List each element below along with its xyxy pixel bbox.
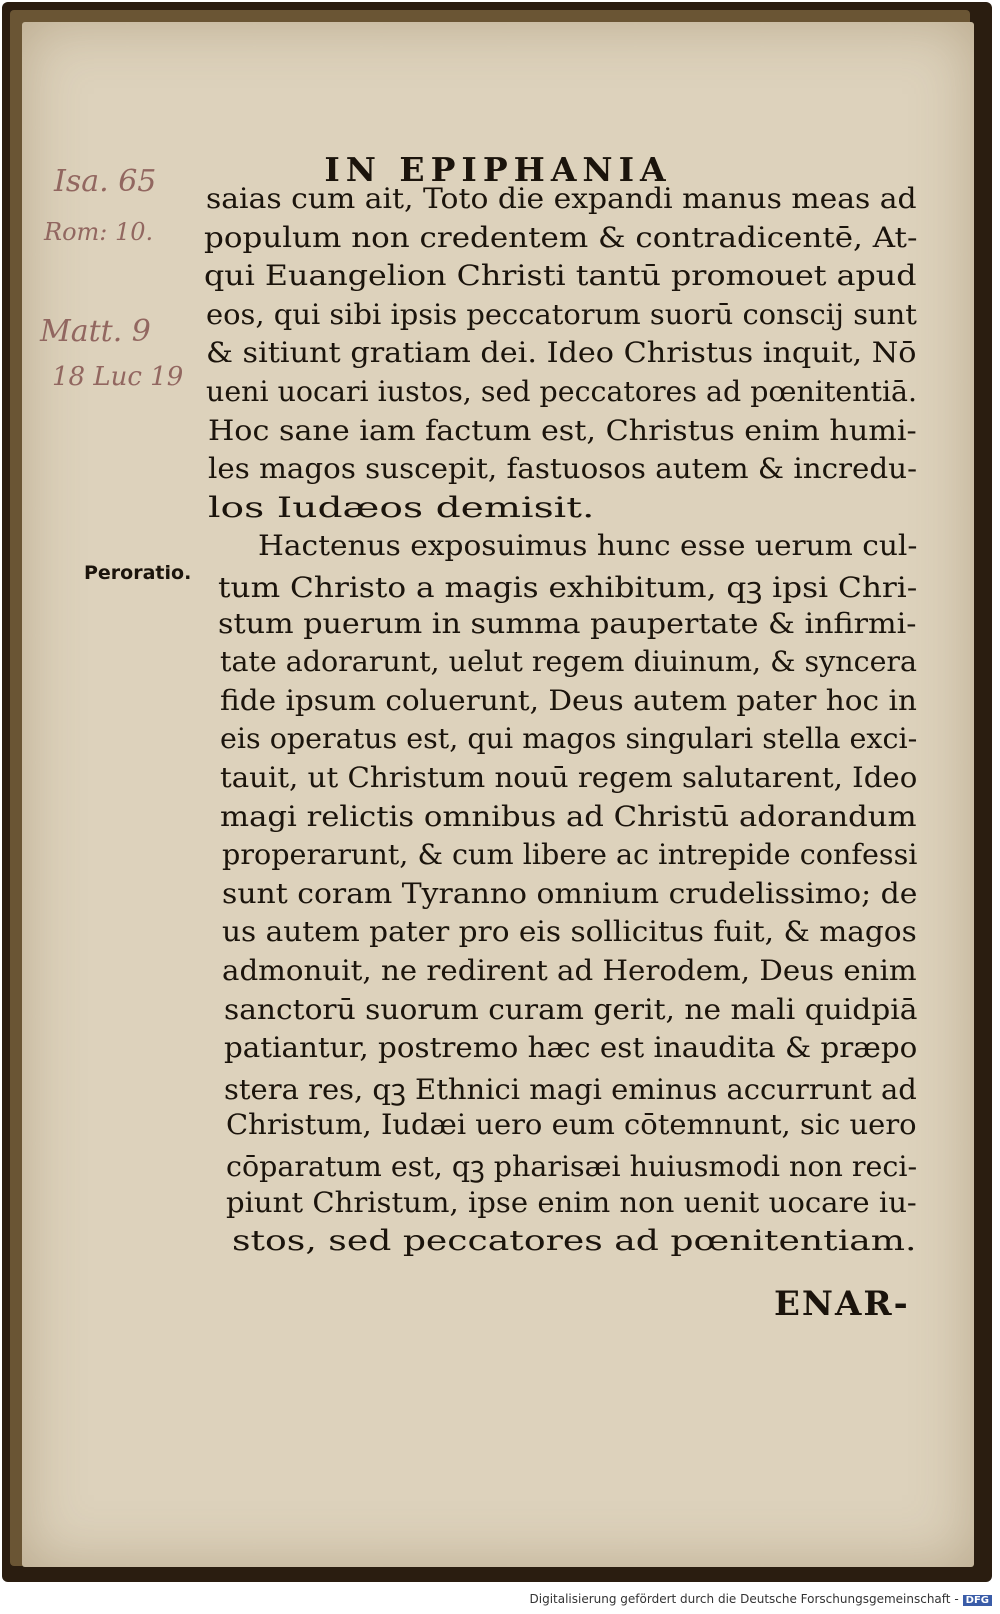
digitization-footer xyxy=(0,1592,992,1606)
text-line: sanctorū suorum curam gerit, ne mali quidpiā xyxy=(224,992,918,1026)
text-line: stum puerum in summa paupertate & infirmi- xyxy=(218,606,917,640)
text-line: los Iudæos demisit. xyxy=(208,490,595,524)
text-line: eis operatus est, qui magos singulari stella exci- xyxy=(220,722,918,756)
text-line: sunt coram Tyranno omnium crudelissimo; de xyxy=(222,876,918,910)
text-line: tate adorarunt, uelut regem diuinum, & syncera xyxy=(220,645,918,679)
text-line: & sitiunt gratiam dei. Ideo Christus inquit, Nō xyxy=(206,336,917,370)
text-line: stera res, qꝫ Ethnici magi eminus accurrunt ad xyxy=(224,1072,917,1106)
marginal-note: 18 Luc 19 xyxy=(52,362,184,392)
text-line: patiantur, postremo hæc est inaudita & præpo xyxy=(224,1031,918,1065)
catchword: ENAR- xyxy=(774,1284,910,1324)
text-line: stos, sed peccatores ad pœnitentiam. xyxy=(232,1224,917,1258)
text-line: eos, qui sibi ipsis peccatorum suorū conscij sunt xyxy=(206,297,917,331)
text-line: us autem pater pro eis sollicitus fuit, & magos xyxy=(222,915,917,949)
text-line: les magos suscepit, fastuosos autem & incredu- xyxy=(208,452,917,486)
running-head: IN EPIPHANIA xyxy=(324,150,672,189)
text-line: ueni uocari iustos, sed peccatores ad pœnitentiā. xyxy=(206,375,918,408)
dfg-logo-icon: DFG xyxy=(963,1595,992,1606)
book-page xyxy=(22,22,974,1567)
text-line: cōparatum est, qꝫ pharisæi huiusmodi non reci- xyxy=(226,1150,918,1183)
text-line: Hactenus exposuimus hunc esse uerum cul- xyxy=(258,529,918,563)
marginal-note: Matt. 9 xyxy=(40,314,151,349)
text-line: admonuit, ne redirent ad Herodem, Deus enim xyxy=(222,954,917,987)
text-line: fide ipsum coluerunt, Deus autem pater hoc in xyxy=(220,683,917,717)
footer-text: Digitalisierung gefördert durch die Deutsche Forschungsgemeinschaft - xyxy=(529,1592,959,1606)
text-line: properarunt, & cum libere ac intrepide confessi xyxy=(222,838,918,872)
text-line: Christum, Iudæi uero eum cōtemnunt, sic uero xyxy=(226,1108,917,1142)
marginal-note: Isa. 65 xyxy=(54,164,157,199)
text-line: piunt Christum, ipse enim non uenit uocare iu- xyxy=(226,1185,917,1219)
marginal-note: Rom: 10. xyxy=(44,218,154,246)
text-line: tum Christo a magis exhibitum, qꝫ ipsi Chri- xyxy=(218,571,918,604)
text-line: magi relictis omnibus ad Christū adorandum xyxy=(220,799,917,833)
text-line: qui Euangelion Christi tantū promouet apud xyxy=(204,259,917,293)
text-line: saias cum ait, Toto die expandi manus meas ad xyxy=(206,182,917,215)
section-label: Peroratio. xyxy=(84,562,192,584)
text-line: populum non credentem & contradicentē, At- xyxy=(204,220,918,254)
text-line: tauit, ut Christum nouū regem salutarent, Ideo xyxy=(220,761,918,794)
text-line: Hoc sane iam factum est, Christus enim humi- xyxy=(208,413,917,447)
